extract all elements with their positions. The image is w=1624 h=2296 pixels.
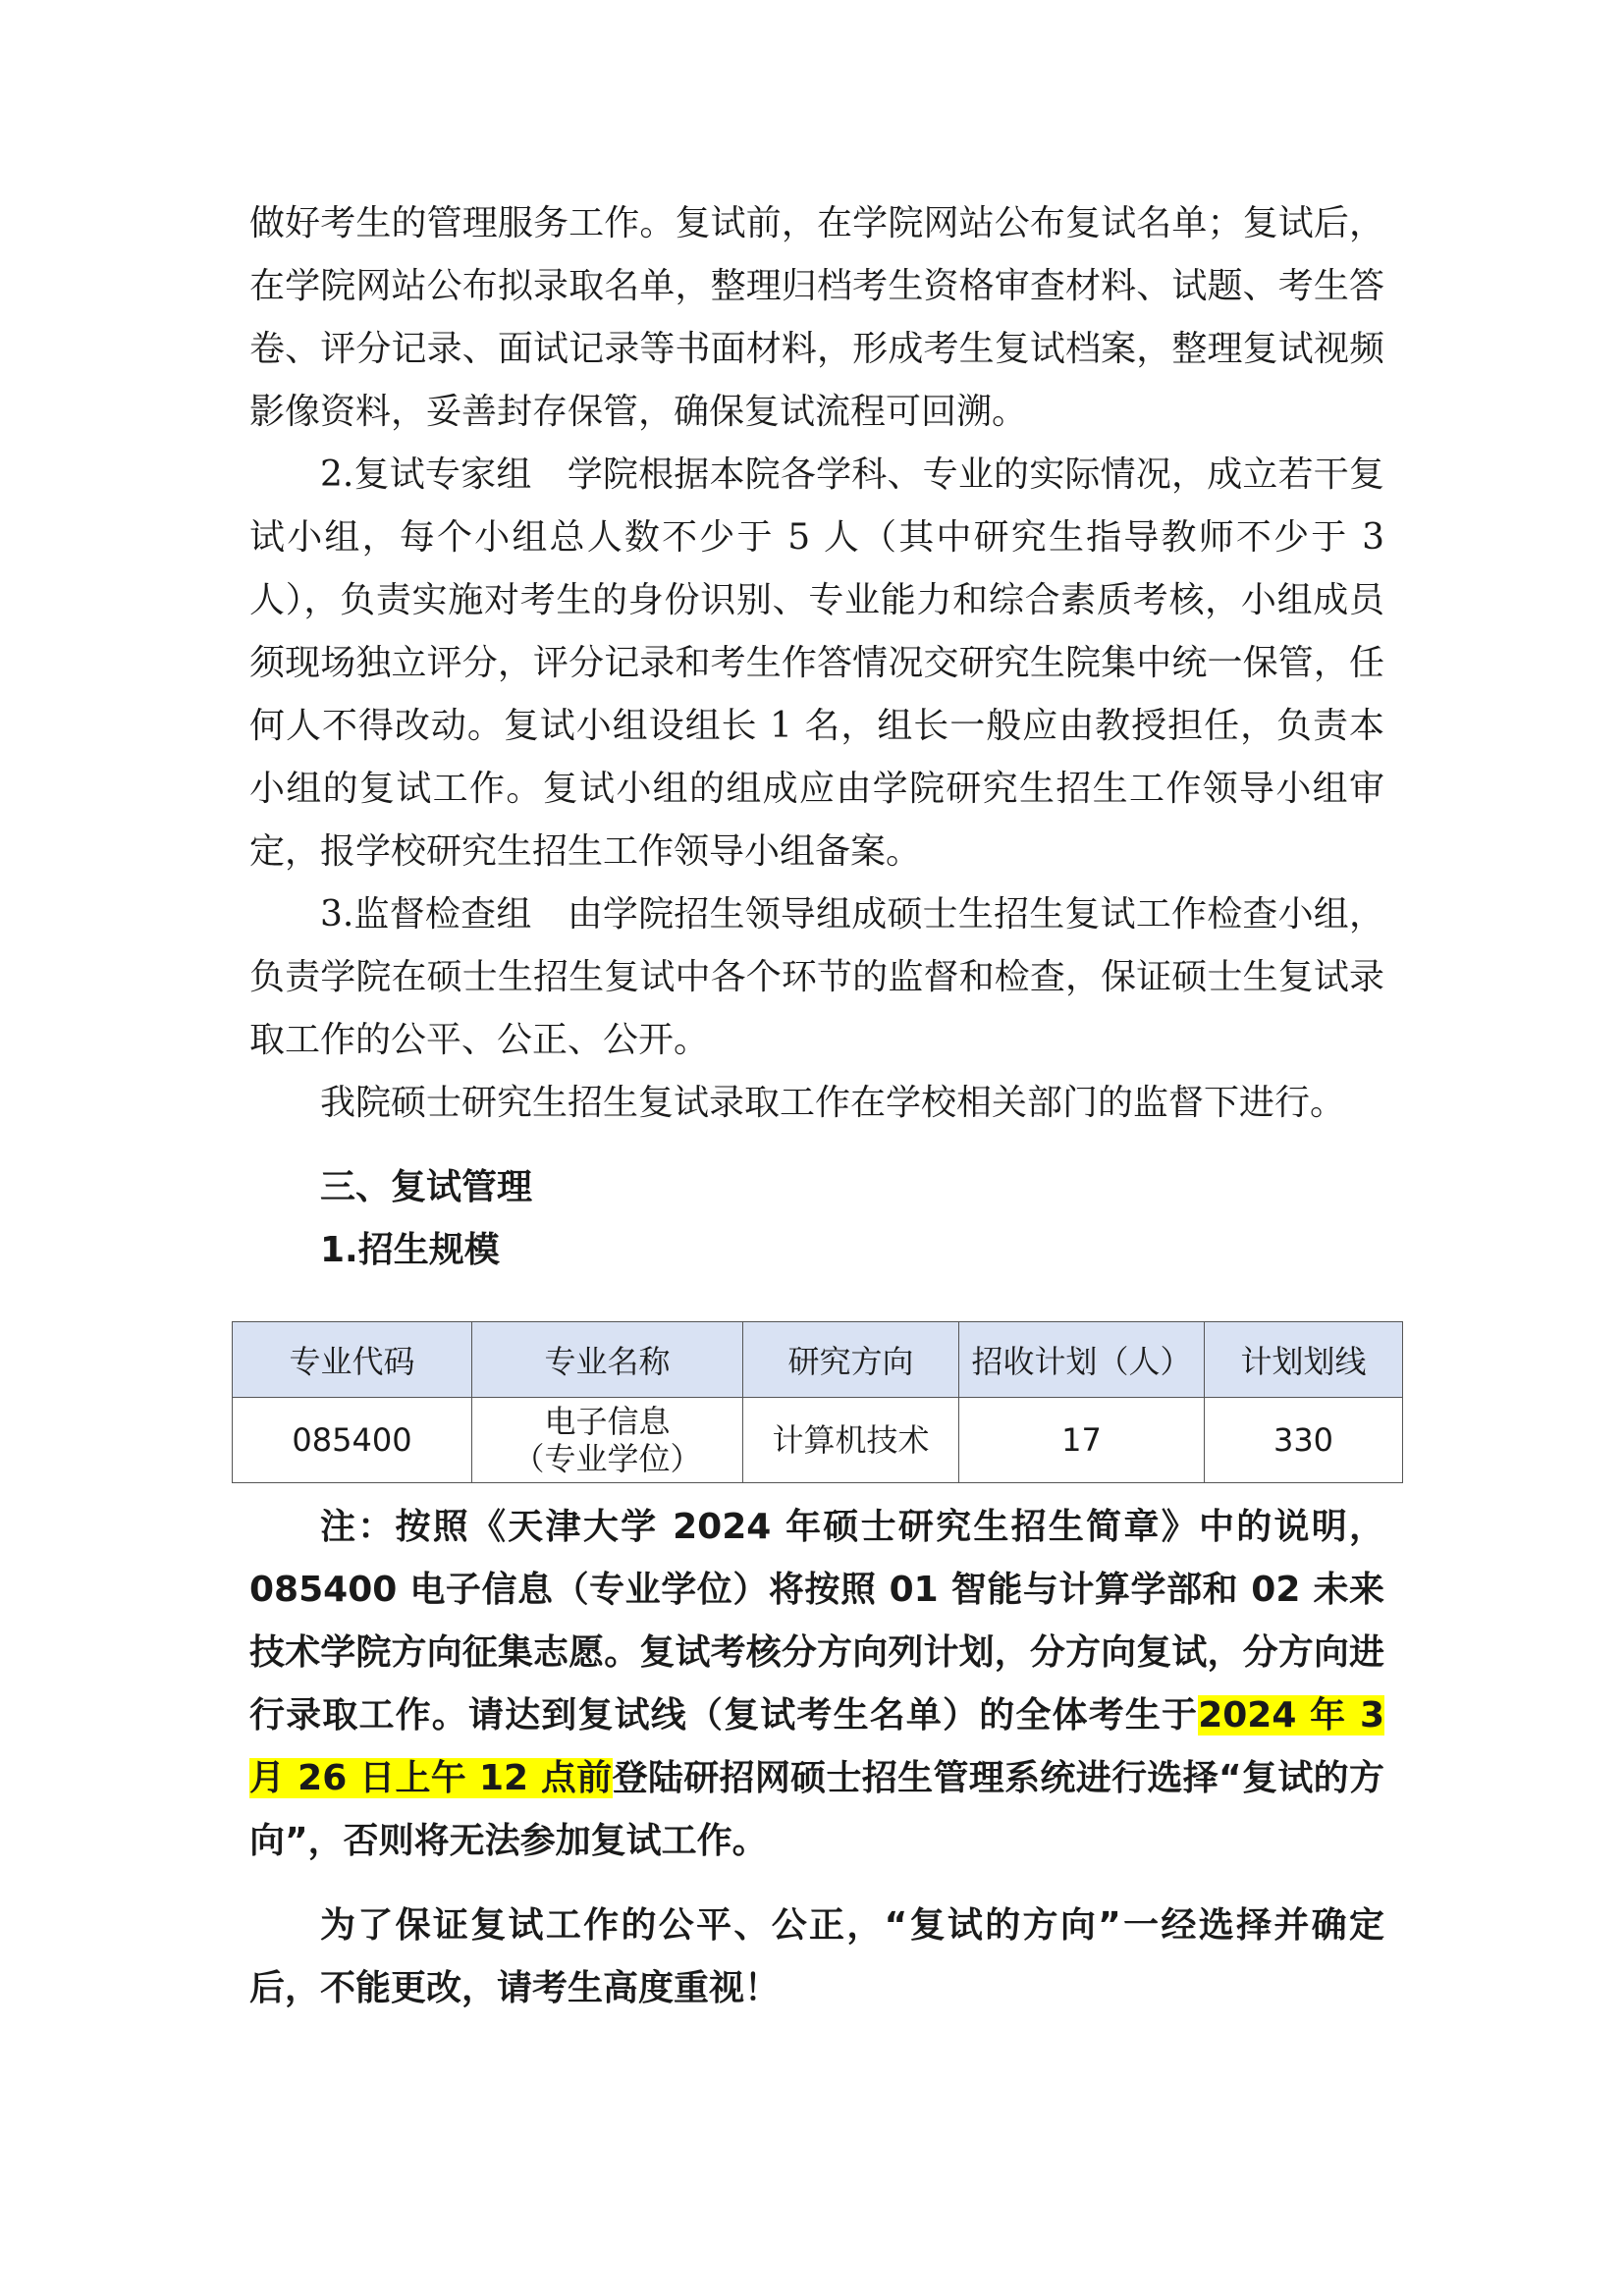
section-heading: 三、复试管理 xyxy=(320,1167,533,1207)
header-major-code: 专业代码 xyxy=(233,1322,472,1398)
major-degree-type: （专业学位） xyxy=(513,1440,702,1477)
cell-major-name xyxy=(472,1398,743,1483)
header-enrollment-plan: 招收计划（人） xyxy=(959,1322,1205,1398)
paragraph-management-service: 做好考生的管理服务工作。复试前，在学院网站公布复试名单；复试后，在学院网站公布拟录取名单，整理归档考生资格审查材料、试题、考生答卷、评分记录、面试记录等书面材料，形成考生复试档案，整理复试视频影像资料，妥善封存保管，确保复试流程可回溯。 xyxy=(249,203,1384,432)
table-row xyxy=(233,1398,1403,1483)
cell-research-direction: 计算机技术 xyxy=(743,1398,959,1483)
deadline-highlight: 2024 年 3 月 26 日上午 12 点前 xyxy=(249,1695,1384,1798)
note-text-continued: 登陆研招网硕士招生管理系统进行选择“复试的方向”，否则将无法参加复试工作。 xyxy=(249,1758,1384,1861)
cell-enrollment-plan: 17 xyxy=(959,1398,1205,1483)
note-section xyxy=(249,1496,1384,2020)
enrollment-table xyxy=(232,1321,1403,1483)
paragraph-supervision-note: 我院硕士研究生招生复试录取工作在学校相关部门的监督下进行。 xyxy=(320,1083,1346,1123)
note-paragraph xyxy=(249,1496,1384,1873)
major-name-line: 电子信息 xyxy=(544,1403,671,1440)
cell-cutoff-line: 330 xyxy=(1205,1398,1403,1483)
header-major-name: 专业名称 xyxy=(472,1322,743,1398)
note-text: 注：按照《天津大学 2024 年硕士研究生招生简章》中的说明，085400 电子信息（专业学位）将按照 01 智能与计算学部和 02 未来技术学院方向征集志愿。复试考核分方向列计划，分方向复试，分方向进行录取工作。请达到复试线（复试考生名单）的全体考生于 xyxy=(249,1507,1384,1735)
header-cutoff-line: 计划划线 xyxy=(1205,1322,1403,1398)
section-subheading: 1.招生规模 xyxy=(320,1230,500,1270)
closing-paragraph: 为了保证复试工作的公平、公正，“复试的方向”一经选择并确定后，不能更改，请考生高度重视！ xyxy=(249,1905,1384,2008)
paragraph-expert-group: 2.复试专家组 学院根据本院各学科、专业的实际情况，成立若干复试小组，每个小组总人数不少于 5 人（其中研究生指导教师不少于 3 人），负责实施对考生的身份识别、专业能力和综合素质考核，小组成员须现场独立评分，评分记录和考生作答情况交研究生院集中统一保管，任何人不得改动。复试小组设组长 1 名，组长一般应由教授担任，负责本小组的复试工作。复试小组的组成应由学院研究生招生工作领导小组审定，报学校研究生招生工作领导小组备案。 xyxy=(249,454,1384,872)
paragraph-supervision-group: 3.监督检查组 由学院招生领导组成硕士生招生复试工作检查小组，负责学院在硕士生招生复试中各个环节的监督和检查，保证硕士生复试录取工作的公平、公正、公开。 xyxy=(249,894,1384,1060)
cell-major-code: 085400 xyxy=(233,1398,472,1483)
document-body xyxy=(249,192,1384,1282)
header-research-direction: 研究方向 xyxy=(743,1322,959,1398)
table-header-row xyxy=(233,1322,1403,1398)
